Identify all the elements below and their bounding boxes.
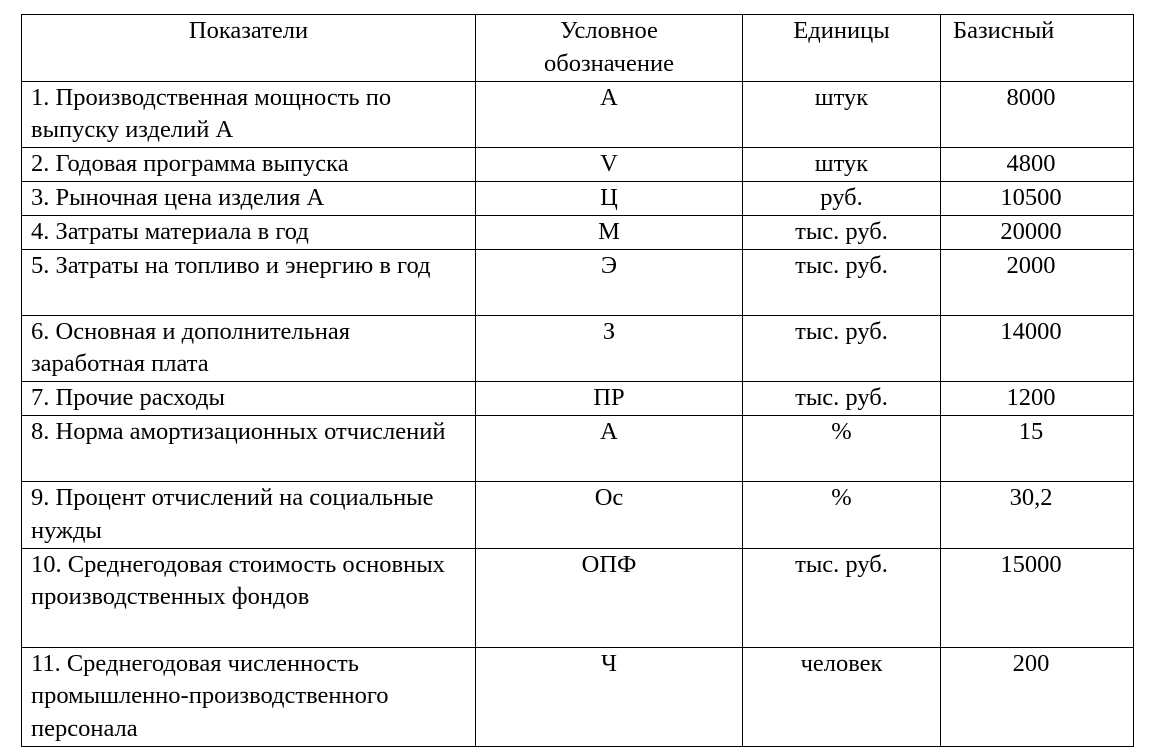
row-value: 200 — [941, 647, 1134, 746]
row-symbol: Ч — [476, 647, 743, 746]
row-symbol: Э — [476, 249, 743, 315]
row-value: 15000 — [941, 548, 1134, 647]
row-indicator: 2. Годовая программа выпуска — [22, 148, 476, 182]
row-symbol: ОПФ — [476, 548, 743, 647]
row-indicator: 9. Процент отчислений на социальные нужды — [22, 481, 476, 548]
table-row — [22, 81, 1134, 148]
row-indicator: 8. Норма амортизационных отчислений — [22, 415, 476, 481]
row-indicator: 7. Прочие расходы — [22, 382, 476, 416]
header-row — [22, 15, 1134, 82]
row-unit: тыс. руб. — [743, 249, 941, 315]
row-unit: тыс. руб. — [743, 315, 941, 382]
row-value: 20000 — [941, 215, 1134, 249]
header-symbol-line1: Условное — [560, 17, 658, 44]
row-symbol: V — [476, 148, 743, 182]
row-symbol: М — [476, 215, 743, 249]
indicators-table — [21, 14, 1134, 747]
row-value: 14000 — [941, 315, 1134, 382]
header-symbol — [476, 15, 743, 82]
row-unit: руб. — [743, 181, 941, 215]
row-indicator: 5. Затраты на топливо и энергию в год — [22, 249, 476, 315]
table-row — [22, 481, 1134, 548]
row-value: 1200 — [941, 382, 1134, 416]
table-row — [22, 315, 1134, 382]
table-row — [22, 415, 1134, 481]
table-body — [22, 81, 1134, 746]
table-header — [22, 15, 1134, 82]
row-value: 4800 — [941, 148, 1134, 182]
row-value: 15 — [941, 415, 1134, 481]
row-unit: % — [743, 481, 941, 548]
row-symbol: А — [476, 81, 743, 148]
row-value: 30,2 — [941, 481, 1134, 548]
row-unit: тыс. руб. — [743, 215, 941, 249]
table-row — [22, 181, 1134, 215]
row-unit: тыс. руб. — [743, 548, 941, 647]
row-value: 10500 — [941, 181, 1134, 215]
row-unit: % — [743, 415, 941, 481]
row-indicator: 1. Производственная мощность по выпуску изделий А — [22, 81, 476, 148]
row-unit: тыс. руб. — [743, 382, 941, 416]
row-value: 2000 — [941, 249, 1134, 315]
row-unit: штук — [743, 148, 941, 182]
row-value: 8000 — [941, 81, 1134, 148]
header-base: Базисный — [941, 15, 1134, 82]
row-unit: человек — [743, 647, 941, 746]
row-symbol: А — [476, 415, 743, 481]
table-row — [22, 647, 1134, 746]
header-symbol-line2: обозначение — [544, 49, 674, 77]
table-row — [22, 548, 1134, 647]
row-symbol: З — [476, 315, 743, 382]
row-indicator: 6. Основная и дополнительная заработная плата — [22, 315, 476, 382]
table-row — [22, 382, 1134, 416]
row-symbol: Ц — [476, 181, 743, 215]
table-row — [22, 249, 1134, 315]
table-row — [22, 148, 1134, 182]
header-indicator: Показатели — [22, 15, 476, 82]
table-row — [22, 215, 1134, 249]
header-unit: Единицы — [743, 15, 941, 82]
row-indicator: 4. Затраты материала в год — [22, 215, 476, 249]
row-indicator: 11. Среднегодовая численность промышленно-производственного персонала — [22, 647, 476, 746]
row-indicator: 3. Рыночная цена изделия А — [22, 181, 476, 215]
row-indicator: 10. Среднегодовая стоимость основных производственных фондов — [22, 548, 476, 647]
row-symbol: Ос — [476, 481, 743, 548]
row-symbol: ПР — [476, 382, 743, 416]
row-unit: штук — [743, 81, 941, 148]
